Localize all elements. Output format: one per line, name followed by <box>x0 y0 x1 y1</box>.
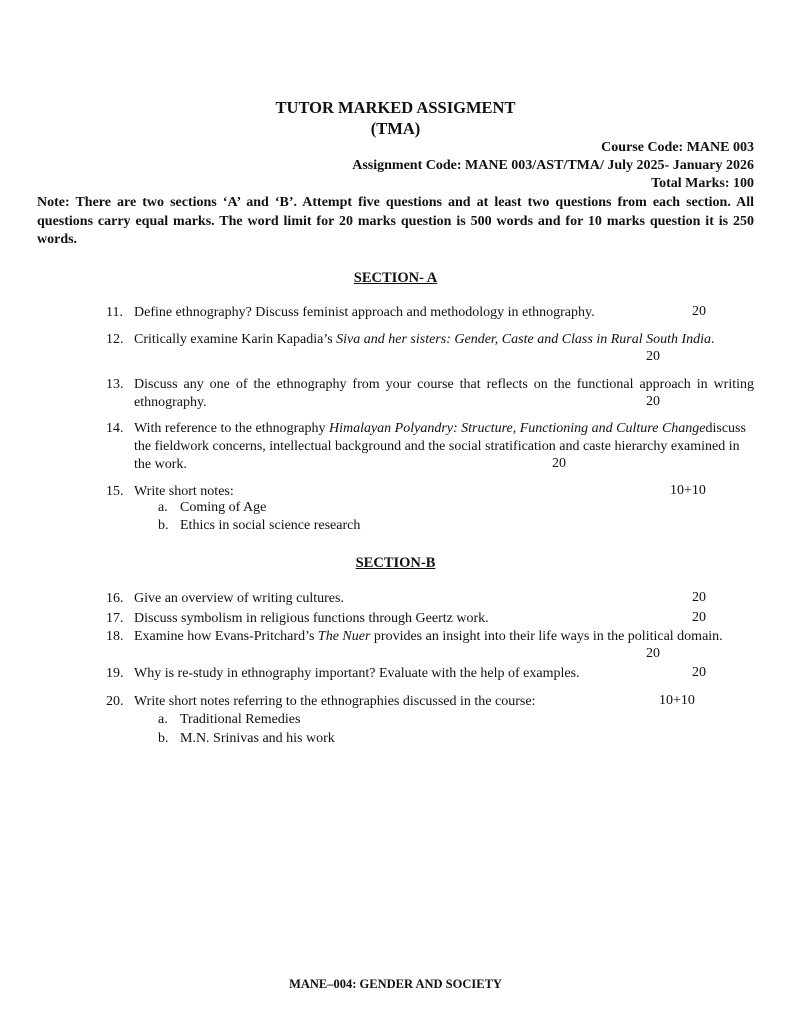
question-12 <box>106 331 754 349</box>
question-16 <box>106 590 754 608</box>
question-20-sub-a: a. Traditional Remedies <box>158 712 301 727</box>
book-title: Himalayan Polyandry: Structure, Functioning and Culture Change <box>328 421 706 436</box>
question-number: 16. <box>106 591 124 606</box>
question-20 <box>106 693 754 711</box>
question-text: Critically examine Karin Kapadia’s Siva and her sisters: Gender, Caste and Class in Rural South India. <box>134 332 715 347</box>
book-title: Siva and her sisters: Gender, Caste and Class in Rural South India <box>336 332 712 347</box>
question-text: Give an overview of writing cultures. <box>134 591 344 606</box>
total-marks: Total Marks: 100 <box>651 176 754 191</box>
question-18-marks: 20 <box>646 646 660 661</box>
question-number: 17. <box>106 611 124 626</box>
question-15-sub-a: a. Coming of Age <box>158 500 267 515</box>
question-11-marks: 20 <box>692 304 706 319</box>
question-text: Discuss symbolism in religious functions through Geertz work. <box>134 611 489 626</box>
question-11 <box>106 304 754 322</box>
question-17 <box>106 610 754 628</box>
question-text: Write short notes referring to the ethnographies discussed in the course: <box>134 694 536 709</box>
section-a-heading: SECTION- A <box>353 270 438 286</box>
book-title: The Nuer <box>317 629 371 644</box>
question-number: 11. <box>106 305 123 320</box>
question-number: 18. <box>106 629 124 644</box>
question-15-sub-b: b. Ethics in social science research <box>158 518 361 533</box>
question-14-marks: 20 <box>552 456 566 471</box>
course-code: Course Code: MANE 003 <box>601 140 754 155</box>
question-19-marks: 20 <box>692 665 706 680</box>
question-number: 12. <box>106 332 124 347</box>
question-number: 19. <box>106 666 124 681</box>
section-b-heading: SECTION-B <box>355 555 436 571</box>
question-15-marks: 10+10 <box>670 483 706 498</box>
question-20-sub-b: b. M.N. Srinivas and his work <box>158 731 335 746</box>
document-subtitle: (TMA) <box>370 119 421 138</box>
question-12-marks: 20 <box>646 349 660 364</box>
question-number: 13. <box>106 377 124 392</box>
question-number: 15. <box>106 484 124 499</box>
question-text: Define ethnography? Discuss feminist approach and methodology in ethnography. <box>134 305 595 320</box>
question-text: Write short notes: <box>134 484 234 499</box>
question-18 <box>106 628 754 646</box>
assignment-code: Assignment Code: MANE 003/AST/TMA/ July 2025- January 2026 <box>352 158 754 173</box>
question-number: 20. <box>106 694 124 709</box>
question-19 <box>106 665 754 683</box>
page-footer: MANE–004: GENDER AND SOCIETY <box>289 977 502 991</box>
question-20-marks: 10+10 <box>659 693 695 708</box>
question-text: Discuss any one of the ethnography from your course that reflects on the functional approach in writing ethnography. <box>134 377 754 410</box>
question-17-marks: 20 <box>692 610 706 625</box>
question-14 <box>106 420 754 474</box>
document-title: TUTOR MARKED ASSIGMENT <box>275 98 516 117</box>
instructions-note: Note: There are two sections ‘A’ and ‘B’. Attempt five questions and at least two questions from each section. All questions carry equal marks. The word limit for 20 marks question is 500 words and for 10 marks question it is 250 words. <box>37 195 754 247</box>
question-16-marks: 20 <box>692 590 706 605</box>
question-number: 14. <box>106 421 124 436</box>
question-13-marks: 20 <box>646 394 660 409</box>
question-text: With reference to the ethnography Himalayan Polyandry: Structure, Functioning and Culture Changediscuss the fieldwork concerns, intellectual background and the social stratification and caste hierarchy examined in the work. <box>134 421 746 472</box>
question-text: Examine how Evans-Pritchard’s The Nuer provides an insight into their life ways in the political domain. <box>134 629 723 644</box>
question-text: Why is re-study in ethnography important? Evaluate with the help of examples. <box>134 666 580 681</box>
